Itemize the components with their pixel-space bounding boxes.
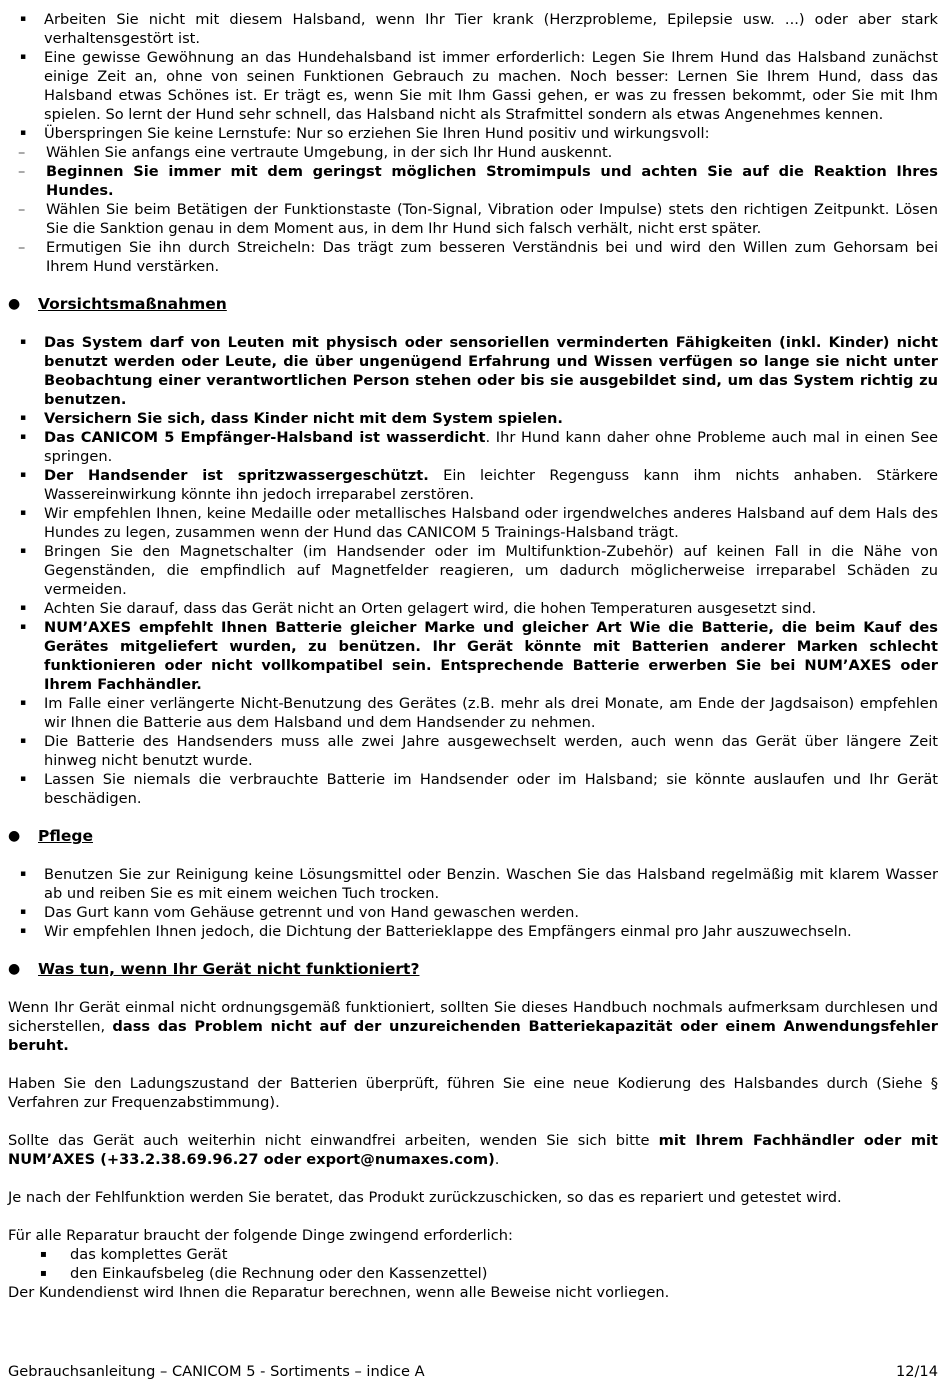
paragraph: Je nach der Fehlfunktion werden Sie beratet, das Produkt zurückzuschicken, so das es repariert und getestet wird.	[8, 1189, 842, 1206]
section-heading-care: ● Pflege	[8, 827, 938, 846]
section-heading-precautions: ● Vorsichtsmaßnahmen	[8, 295, 938, 314]
training-steps-list	[8, 143, 938, 276]
manual-page	[8, 10, 938, 1302]
paragraph: Wenn Ihr Gerät einmal nicht ordnungsgemäß funktioniert, sollten Sie dieses Handbuch nochmals aufmerksam durchlesen und sicherstellen, dass das Problem nicht auf der unzureichenden Batteriekapazität oder einem Anwendungsfehler beruht.	[8, 999, 938, 1054]
list-item: ▪ Benutzen Sie zur Reinigung keine Lösungsmittel oder Benzin. Waschen Sie das Halsband regelmäßig mit klarem Wasser ab und reiben Sie es mit einem weichen Tuch trocken.	[8, 865, 938, 903]
list-item: ▪ Überspringen Sie keine Lernstufe: Nur so erziehen Sie Ihren Hund positiv und wirkungsvoll:	[8, 124, 938, 143]
list-item: ▪ Das Gurt kann vom Gehäuse getrennt und von Hand gewaschen werden.	[8, 903, 938, 922]
paragraph: Haben Sie den Ladungszustand der Batterien überprüft, führen Sie eine neue Kodierung des Halsbandes durch (Siehe § Verfahren zur Frequenzabstimmung).	[8, 1075, 938, 1111]
repair-requirements-list	[8, 1245, 938, 1283]
list-item: ▪ Versichern Sie sich, dass Kinder nicht mit dem System spielen.	[8, 409, 938, 428]
list-item: ▪ Der Handsender ist spritzwassergeschützt. Ein leichter Regenguss kann ihm nichts anhaben. Stärkere Wassereinwirkung könnte ihn jedoch irreparabel zerstören.	[8, 466, 938, 504]
list-item: – Wählen Sie beim Betätigen der Funktionstaste (Ton-Signal, Vibration oder Impulse) stets den richtigen Zeitpunkt. Lösen Sie die Sanktion genau in dem Moment aus, in dem Ihr Hund sich falsch verhält, nicht erst später.	[8, 200, 938, 238]
list-item: ▪ Im Falle einer verlängerte Nicht-Benutzung des Gerätes (z.B. mehr als drei Monate, am Ende der Jagdsaison) empfehlen wir Ihnen die Batterie aus dem Halsband und dem Handsender zu nehmen.	[8, 694, 938, 732]
list-item: ▪ Arbeiten Sie nicht mit diesem Halsband, wenn Ihr Tier krank (Herzprobleme, Epilepsie usw. ...) oder aber stark verhaltensgestört ist.	[8, 10, 938, 48]
list-item: ▪ Die Batterie des Handsenders muss alle zwei Jahre ausgewechselt werden, auch wenn das Gerät über längere Zeit hinweg nicht benutzt wurde.	[8, 732, 938, 770]
list-item: – Beginnen Sie immer mit dem geringst möglichen Stromimpuls und achten Sie auf die Reaktion Ihres Hundes.	[8, 162, 938, 200]
list-item: ▪ Bringen Sie den Magnetschalter (im Handsender oder im Multifunktion-Zubehör) auf keinen Fall in die Nähe von Gegenständen, die empfindlich auf Magnetfelder reagieren, um dadurch möglicherweise irreparabel Schäden zu vermeiden.	[8, 542, 938, 599]
list-item: ▪ Eine gewisse Gewöhnung an das Hundehalsband ist immer erforderlich: Legen Sie Ihrem Hund das Halsband zunächst einige Zeit an, ohne von seinen Funktionen Gebrauch zu machen. Noch besser: Lernen Sie Ihrem Hund, dass das Halsband etwas Schönes ist. Er trägt es, wenn Sie mit Ihm Gassi gehen, er was zu fressen bekommt, oder Sie mit Ihm spielen. So lernt der Hund sehr schnell, das Halsband nicht als Strafmittel sondern als etwas Angenehmes kennen.	[8, 48, 938, 124]
paragraph: Sollte das Gerät auch weiterhin nicht einwandfrei arbeiten, wenden Sie sich bitte mit Ihrem Fachhändler oder mit NUM’AXES (+33.2.38.69.96.27 oder export@numaxes.com).	[8, 1132, 939, 1168]
precautions-list	[8, 333, 938, 808]
paragraph: Für alle Reparatur braucht der folgende Dinge zwingend erforderlich:	[8, 1227, 513, 1244]
care-list	[8, 865, 938, 941]
footer-title: Gebrauchsanleitung – CANICOM 5 - Sortiments – indice A	[8, 1363, 425, 1380]
list-item: ▪ Das CANICOM 5 Empfänger-Halsband ist wasserdicht. Ihr Hund kann daher ohne Probleme auch mal in einen See springen.	[8, 428, 938, 466]
list-item: ▪ Wir empfehlen Ihnen jedoch, die Dichtung der Batterieklappe des Empfängers einmal pro Jahr auszuwechseln.	[8, 922, 938, 941]
section-heading-troubleshooting: ● Was tun, wenn Ihr Gerät nicht funktioniert?	[8, 960, 938, 979]
page-footer	[8, 1362, 938, 1381]
list-item: ▪ Achten Sie darauf, dass das Gerät nicht an Orten gelagert wird, die hohen Temperaturen ausgesetzt sind.	[8, 599, 938, 618]
list-item: ▪ Wir empfehlen Ihnen, keine Medaille oder metallisches Halsband oder irgendwelches anderes Halsband auf dem Hals des Hundes zu legen, zusammen wenn der Hund das CANICOM 5 Trainings-Halsband trägt.	[8, 504, 938, 542]
list-item: ▪ das komplettes Gerät	[8, 1245, 938, 1264]
list-item: ▪ Das System darf von Leuten mit physisch oder sensoriellen verminderten Fähigkeiten (inkl. Kinder) nicht benutzt werden oder Leute, die über ungenügend Erfahrung und Wissen verfügen so lange sie nicht unter Beobachtung einer verantwortlichen Person stehen oder bis sie ausgebildet sind, um das System richtig zu benutzen.	[8, 333, 938, 409]
list-item: – Ermutigen Sie ihn durch Streicheln: Das trägt zum besseren Verständnis bei und wird den Willen zum Gehorsam bei Ihrem Hund verstärken.	[8, 238, 938, 276]
list-item: ▪ den Einkaufsbeleg (die Rechnung oder den Kassenzettel)	[8, 1264, 938, 1283]
intro-list	[8, 10, 938, 143]
list-item: – Wählen Sie anfangs eine vertraute Umgebung, in der sich Ihr Hund auskennt.	[8, 143, 938, 162]
list-item: ▪ NUM’AXES empfehlt Ihnen Batterie gleicher Marke und gleicher Art Wie die Batterie, die beim Kauf des Gerätes mitgeliefert wurden, zu benützen. Ihr Gerät könnte mit Batterien anderer Marken schlecht funktionieren oder nicht vollkompatibel sein. Entsprechende Batterie erwerben Sie bei NUM’AXES oder Ihrem Fachhändler.	[8, 618, 938, 694]
list-item: ▪ Lassen Sie niemals die verbrauchte Batterie im Handsender oder im Halsband; sie könnte auslaufen und Ihr Gerät beschädigen.	[8, 770, 938, 808]
page-number: 12/14	[895, 1363, 938, 1380]
paragraph: Der Kundendienst wird Ihnen die Reparatur berechnen, wenn alle Beweise nicht vorliegen.	[8, 1284, 670, 1301]
